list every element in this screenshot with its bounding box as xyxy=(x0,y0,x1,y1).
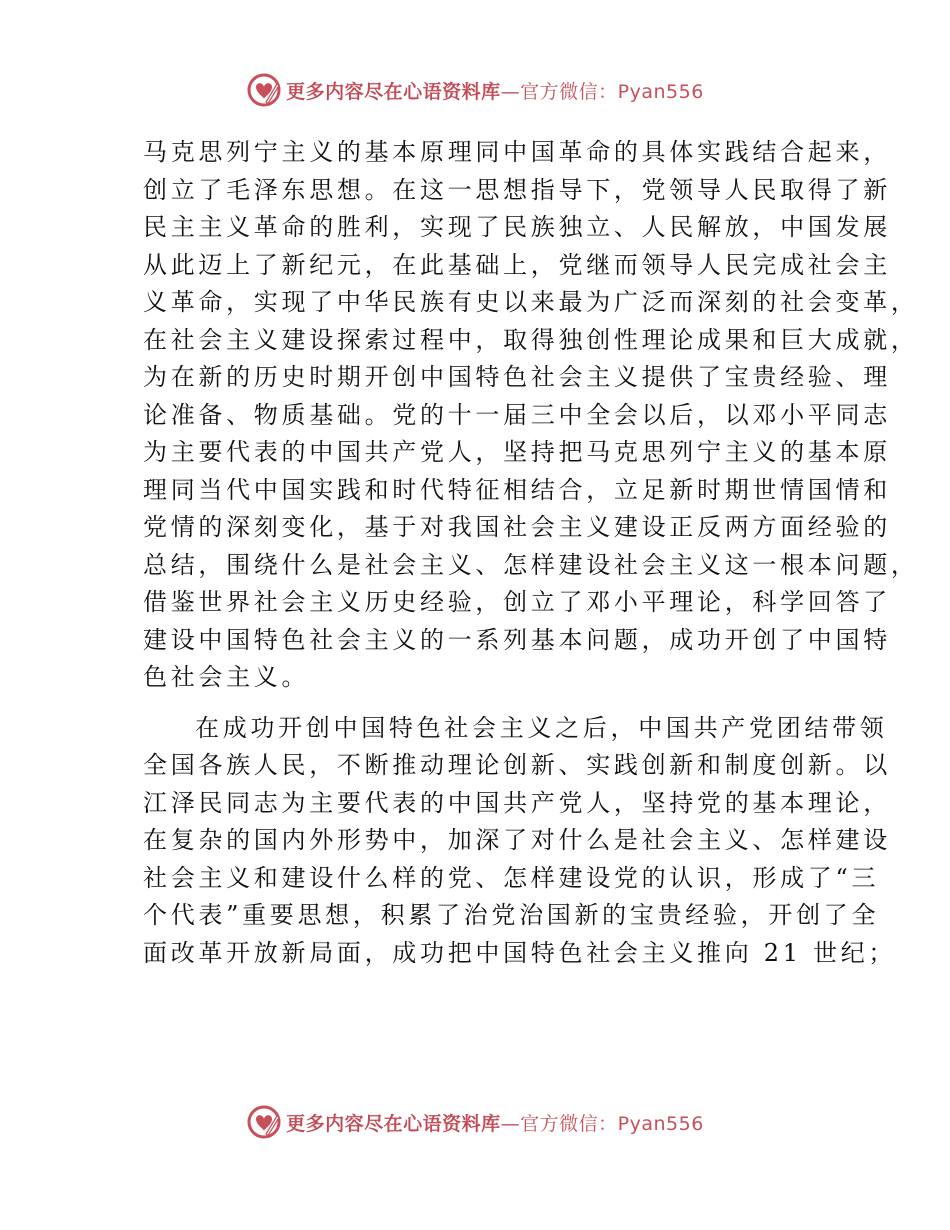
watermark-text: 更多内容尽在心语资料库—官方微信：Pyan556 xyxy=(286,1112,704,1135)
heart-pen-logo-icon xyxy=(246,72,282,108)
text-line: 为主要代表的中国共产党人，坚持把马克思列宁主义的基本原 xyxy=(143,438,891,466)
text-line: 从此迈上了新纪元，在此基础上，党继而领导人民完成社会主 xyxy=(143,250,891,279)
text-line: 全国各族人民，不断推动理论创新、实践创新和制度创新。以 xyxy=(143,751,891,779)
text-line: 论准备、物质基础。党的十一届三中全会以后，以邓小平同志 xyxy=(143,400,891,429)
text-line: 民主主义革命的胜利，实现了民族独立、人民解放，中国发展 xyxy=(143,213,891,241)
text-line: 马克思列宁主义的基本原理同中国革命的具体实践结合起来， xyxy=(143,138,891,166)
heart-pen-logo-icon xyxy=(246,1104,282,1140)
paragraph-2 xyxy=(143,710,897,973)
text-line: 社会主义和建设什么样的党、怎样建设党的认识，形成了“三 xyxy=(143,863,880,892)
document-body xyxy=(143,134,919,972)
text-line: 在成功开创中国特色社会主义之后，中国共产党团结带领 xyxy=(195,713,888,742)
text-line: 面改革开放新局面，成功把中国特色社会主义推向 21 世纪； xyxy=(143,938,897,967)
text-line: 借鉴世界社会主义历史经验，创立了邓小平理论，科学回答了 xyxy=(143,588,891,616)
text-line: 江泽民同志为主要代表的中国共产党人，坚持党的基本理论， xyxy=(143,788,891,817)
text-line: 理同当代中国实践和时代特征相结合，立足新时期世情国情和 xyxy=(143,475,891,504)
text-line: 创立了毛泽东思想。在这一思想指导下，党领导人民取得了新 xyxy=(143,175,891,204)
watermark-header xyxy=(0,70,950,110)
text-line: 总结，围绕什么是社会主义、怎样建设社会主义这一根本问题， xyxy=(143,550,919,579)
text-line: 在复杂的国内外形势中，加深了对什么是社会主义、怎样建设 xyxy=(143,826,891,854)
text-line: 义革命，实现了中华民族有史以来最为广泛而深刻的社会变革， xyxy=(143,288,919,316)
watermark-text: 更多内容尽在心语资料库—官方微信：Pyan556 xyxy=(286,80,704,103)
paragraph-1 xyxy=(143,134,919,697)
text-line: 为在新的历史时期开创中国特色社会主义提供了宝贵经验、理 xyxy=(143,363,891,391)
text-line: 色社会主义。 xyxy=(143,663,310,691)
text-line: 个代表”重要思想，积累了治党治国新的宝贵经验，开创了全 xyxy=(143,901,880,929)
watermark-footer xyxy=(0,1102,950,1142)
text-line: 在社会主义建设探索过程中，取得独创性理论成果和巨大成就， xyxy=(143,325,919,354)
text-line: 党情的深刻变化，基于对我国社会主义建设正反两方面经验的 xyxy=(143,513,891,541)
text-line: 建设中国特色社会主义的一系列基本问题，成功开创了中国特 xyxy=(143,625,891,654)
